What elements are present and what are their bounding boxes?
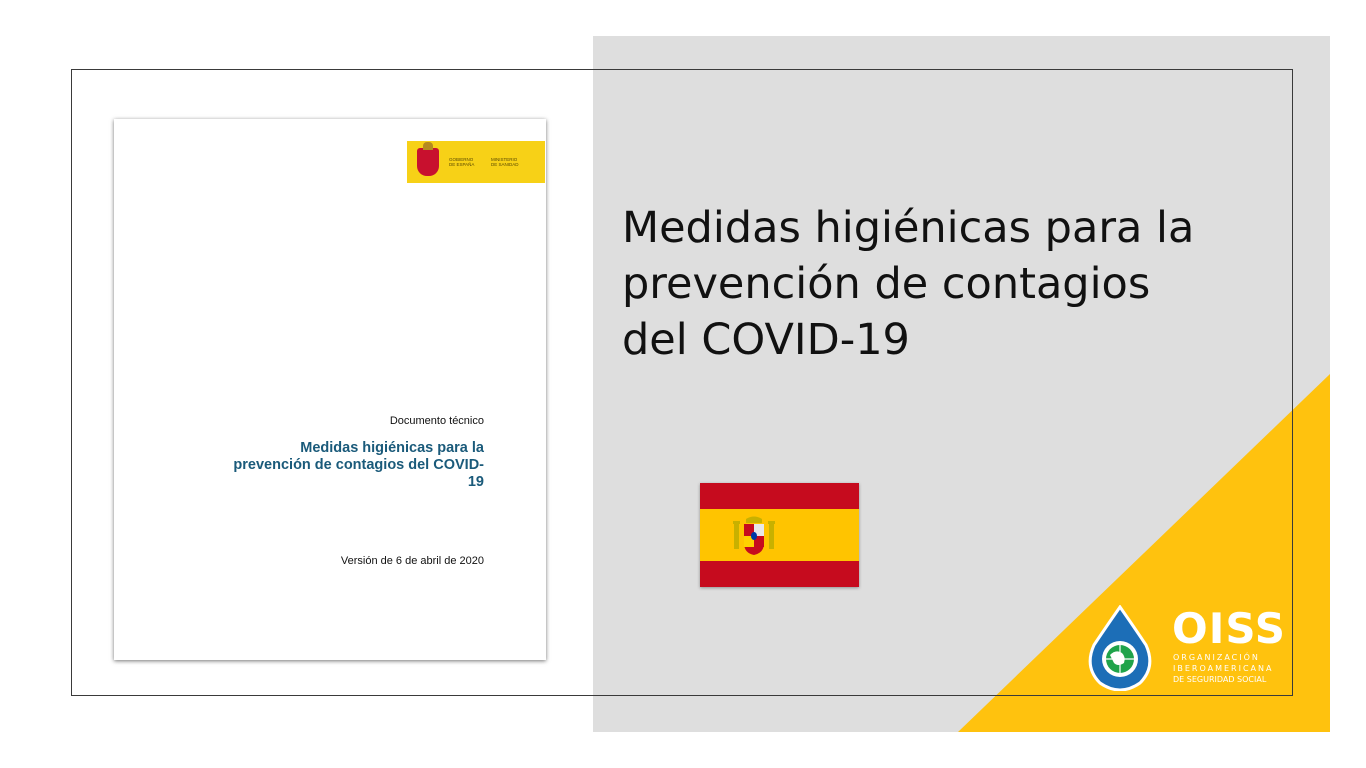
gobierno-label: GOBIERNO DE ESPAÑA [449, 157, 475, 167]
oiss-drop-icon [1086, 605, 1154, 691]
coat-of-arms-icon [417, 148, 439, 176]
slide-title-line-3: del COVID-19 [622, 315, 910, 365]
government-logo [407, 141, 545, 183]
oiss-logo [1086, 605, 1286, 691]
oiss-line-2: IBEROAMERICANA [1173, 664, 1274, 673]
slide-title [622, 200, 1312, 368]
oiss-acronym: OISS [1172, 604, 1286, 653]
oiss-line-3: DE SEGURIDAD SOCIAL [1173, 675, 1267, 684]
slide-title-line-1: Medidas higiénicas para la [622, 203, 1195, 253]
document-kicker: Documento técnico [389, 415, 484, 427]
oiss-line-1: ORGANIZACIÓN [1173, 653, 1260, 662]
document-title: Medidas higiénicas para la prevención de contagios del COVID-19 [233, 440, 484, 490]
slide-title-line-2: prevención de contagios [622, 259, 1151, 309]
ministerio-label: MINISTERIO DE SANIDAD [491, 157, 519, 167]
spain-flag-icon [700, 483, 859, 587]
document-version: Versión de 6 de abril de 2020 [340, 555, 484, 567]
coat-of-arms-icon [732, 515, 776, 557]
document-cover [114, 119, 546, 660]
